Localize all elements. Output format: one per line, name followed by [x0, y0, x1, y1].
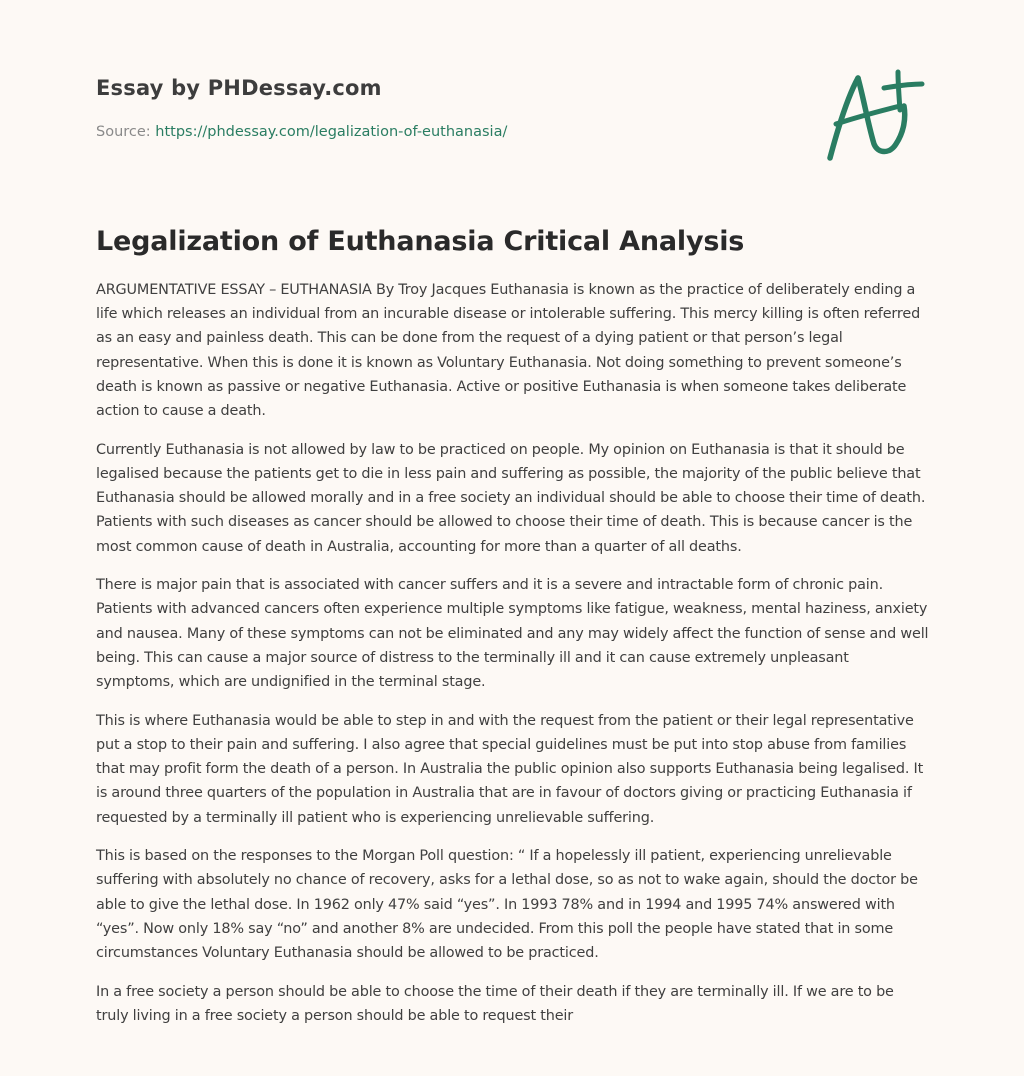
essay-content	[96, 226, 930, 1043]
page-header	[96, 76, 796, 140]
essay-paragraph: This is based on the responses to the Morgan Poll question: “ If a hopelessly ill patient, experiencing unrelievable suffering with absolutely no chance of recovery, asks for a lethal dose, so as not to wake again, should the doctor be able to give the lethal dose. In 1962 only 47% said “yes”. In 1993 78% and in 1994 and 1995 74% answered with “yes”. Now only 18% say “no” and another 8% are undecided. From this poll the people have stated that in some circumstances Voluntary Euthanasia should be allowed to be practiced.	[96, 848, 918, 962]
source-link[interactable]: https://phdessay.com/legalization-of-euthanasia/	[155, 124, 508, 140]
site-title: Essay by PHDessay.com	[96, 76, 382, 100]
essay-paragraph: ARGUMENTATIVE ESSAY – EUTHANASIA By Troy Jacques Euthanasia is known as the practice of deliberately ending a life which releases an individual from an incurable disease or intolerable suffering. This mercy killing is often referred as an easy and painless death. This can be done from the request of a dying patient or that person’s legal representative. When this is done it is known as Voluntary Euthanasia. Not doing something to prevent someone’s death is known as passive or negative Euthanasia. Active or positive Euthanasia is when someone takes deliberate action to cause a death.	[96, 282, 921, 420]
essay-paragraph: This is where Euthanasia would be able to step in and with the request from the patient or their legal representative put a stop to their pain and suffering. I also agree that special guidelines must be put into stop abuse from families that may profit form the death of a person. In Australia the public opinion also supports Euthanasia being legalised. It is around three quarters of the population in Australia that are in favour of doctors giving or practicing Euthanasia if requested by a terminally ill patient who is experiencing unrelievable suffering.	[96, 712, 924, 826]
a-plus-logo-icon	[820, 66, 930, 166]
source-label: Source:	[96, 124, 156, 140]
source-line	[96, 124, 507, 140]
essay-paragraph: There is major pain that is associated with cancer suffers and it is a severe and intractable form of chronic pain. Patients with advanced cancers often experience multiple symptoms like fatigue, weakness, mental haziness, anxiety and nausea. Many of these symptoms can not be eliminated and any may widely affect the function of sense and well being. This can cause a major source of distress to the terminally ill and it can cause extremely unpleasant symptoms, which are undignified in the terminal stage.	[96, 577, 929, 691]
essay-paragraph: Currently Euthanasia is not allowed by law to be practiced on people. My opinion on Euthanasia is that it should be legalised because the patients get to die in less pain and suffering as possible, the majority of the public believe that Euthanasia should be allowed morally and in a free society an individual should be able to choose their time of death. Patients with such diseases as cancer should be allowed to choose their time of death. This is because cancer is the most common cause of death in Australia, accounting for more than a quarter of all deaths.	[96, 441, 926, 555]
essay-title: Legalization of Euthanasia Critical Analysis	[96, 226, 745, 257]
essay-paragraph: In a free society a person should be able to choose the time of their death if they are terminally ill. If we are to be truly living in a free society a person should be able to request their	[96, 983, 894, 1024]
